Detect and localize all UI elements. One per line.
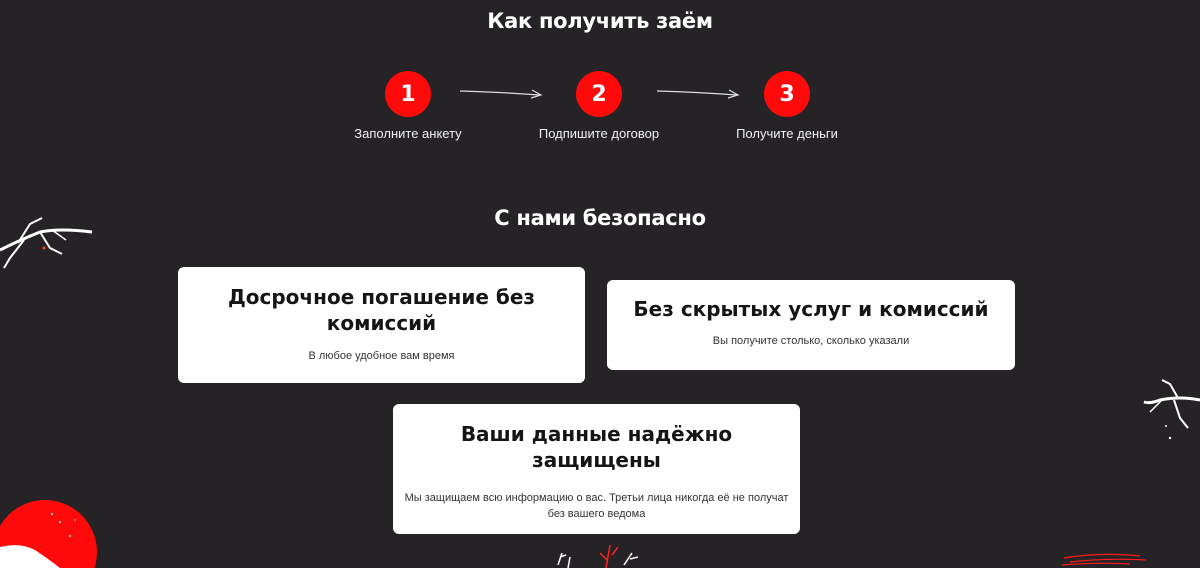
card-title-line1: Ваши данные надёжно [460,422,733,446]
no-hidden-fees-card [607,280,1015,370]
step-arrow-2-icon [655,86,741,100]
safety-section-title: С нами безопасно [494,206,706,230]
card-text: Вы получите столько, сколько указали [712,335,910,347]
step-1-label: Заполните анкету [354,126,462,141]
branch-decoration-left-icon [0,210,100,275]
step-2-label: Подпишите договор [538,126,660,141]
step-2-number-badge: 2 [576,71,622,117]
card-text-line2: без вашего ведома [547,508,646,520]
card-text: В любое удобное вам время [308,350,455,362]
step-1-number-badge: 1 [385,71,431,117]
brush-decoration-icon [548,535,648,568]
step-arrow-1-icon [458,86,544,100]
step-3-number-badge: 3 [764,71,810,117]
early-repayment-card [178,267,585,383]
card-title-line2: защищены [532,448,661,472]
card-text-line1: Мы защищаем всю информацию о вас. Третьи лица никогда её не получат [404,492,789,504]
steps-section-title: Как получить заём [487,9,713,33]
branch-decoration-right-icon [1140,378,1200,448]
red-sun-decoration-icon [0,492,100,568]
card-title-line1: Без скрытых услуг и комиссий [633,297,989,321]
card-title-line1: Досрочное погашение без [227,285,536,309]
data-protection-card [393,404,800,534]
step-3-label: Получите деньги [736,126,838,141]
red-scribble-decoration-icon [1060,550,1150,568]
card-title-line2: комиссий [326,311,437,335]
